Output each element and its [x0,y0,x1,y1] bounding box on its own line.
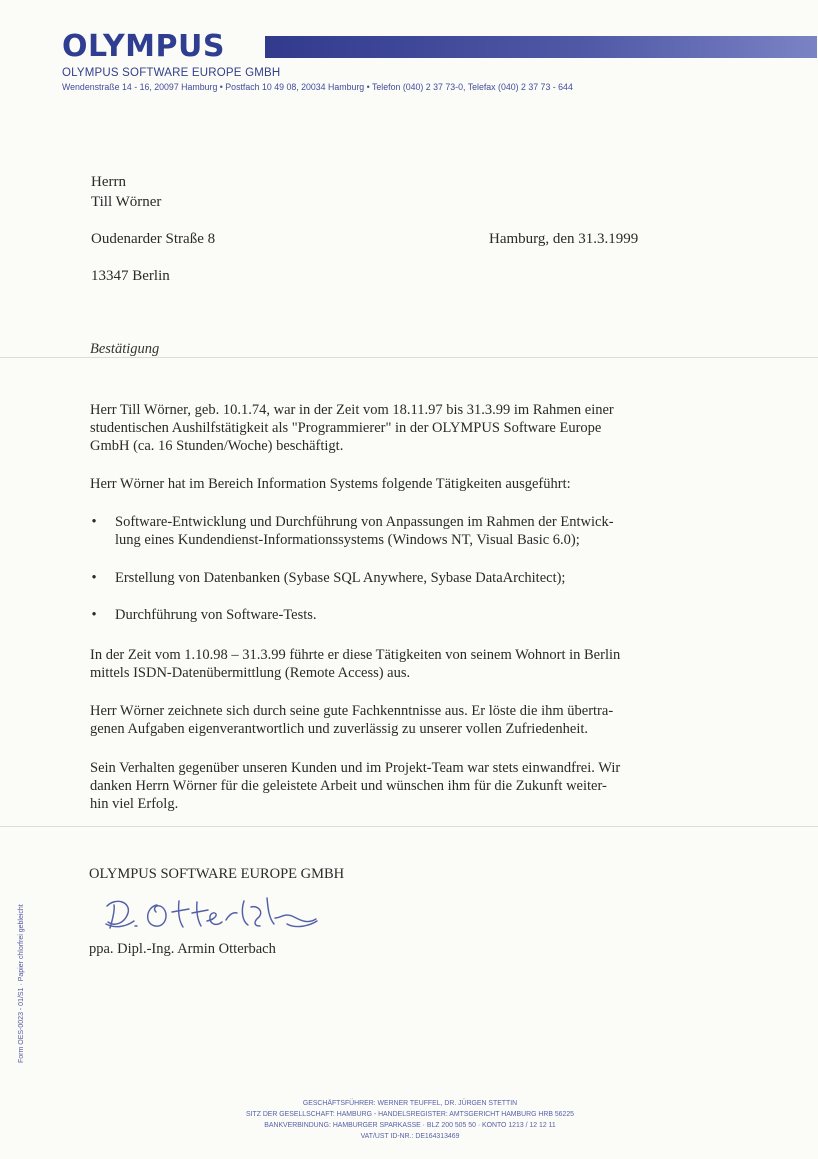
recipient-name: Till Wörner [91,194,162,210]
olympus-logo: OLYMPUS [62,29,225,64]
list-item-line: Software-Entwicklung und Durchführung von Anpassungen im Rahmen der Entwick- [115,514,614,530]
brand-color-bar [265,36,817,58]
letterhead-company-name: OLYMPUS SOFTWARE EUROPE GMBH [62,67,281,79]
recipient-address-block [91,172,215,286]
letter-date: Hamburg, den 31.3.1999 [489,231,639,247]
bullet-marker: • [91,607,97,623]
paragraph-remote-work [90,646,730,682]
footer-line: GESCHÄFTSFÜHRER: WERNER TEUFFEL, DR. JÜRGEN STETTIN [302,1100,518,1107]
bullet-marker: • [91,570,97,586]
letterhead-brand-row [62,30,817,65]
paragraph-employment [90,401,730,455]
company-footer [150,1098,670,1142]
form-side-note: Form OES-0023 - 01/S1 · Papier chlorfrei gebleicht [18,904,25,1063]
handwritten-signature [101,885,331,940]
list-item [89,606,739,624]
paragraph-line: genen Aufgaben eigenverantwortlich und zuverlässig zu unserer vollen Zufriedenheit. [90,721,589,737]
letterhead-address: Wendenstraße 14 - 16, 20097 Hamburg • Postfach 10 49 08, 20034 Hamburg • Telefon (040) 2 37 73-0, Telefax (040) 2 37 73 - 644 [62,82,573,92]
paragraph-line: Herr Wörner zeichnete sich durch seine gute Fachkenntnisse aus. Er löste die ihm übertra- [90,703,614,719]
paragraph-line: GmbH (ca. 16 Stunden/Woche) beschäftigt. [90,438,344,454]
duties-list [89,513,739,644]
paragraph-line: studentischen Aushilfstätigkeit als "Programmierer" in der OLYMPUS Software Europe [90,420,602,436]
paragraph-line: In der Zeit vom 1.10.98 – 31.3.99 führte er diese Tätigkeiten von seinem Wohnort in Berlin [90,647,621,663]
paragraph-line: danken Herrn Wörner für die geleistete Arbeit und wünschen ihm für die Zukunft weiter- [90,778,607,794]
list-item-line: Durchführung von Software-Tests. [115,607,317,623]
paragraph-line: Herr Wörner hat im Bereich Information Systems folgende Tätigkeiten ausgeführt: [90,476,571,492]
paper-fold-line [0,357,818,358]
list-item-line: lung eines Kundendienst-Informationssystems (Windows NT, Visual Basic 6.0); [115,532,580,548]
paragraph-line: Herr Till Wörner, geb. 10.1.74, war in der Zeit vom 18.11.97 bis 31.3.99 im Rahmen einer [90,402,614,418]
recipient-salutation: Herrn [91,174,126,190]
paragraph-line: mittels ISDN-Datenübermittlung (Remote Access) aus. [90,665,411,681]
paper-fold-line [0,826,818,827]
paragraph-performance [90,702,730,738]
recipient-street: Oudenarder Straße 8 [91,231,216,247]
footer-line: VAT/UST ID-NR.: DE164313469 [360,1133,460,1140]
footer-line: SITZ DER GESELLSCHAFT: HAMBURG - HANDELSREGISTER: AMTSGERICHT HAMBURG HRB 56225 [245,1111,574,1118]
paragraph-line: hin viel Erfolg. [90,796,179,812]
footer-line: BANKVERBINDUNG: HAMBURGER SPARKASSE · BLZ 200 505 50 · KONTO 1213 / 12 12 11 [264,1122,556,1129]
bullet-marker: • [91,514,97,530]
list-item-line: Erstellung von Datenbanken (Sybase SQL Anywhere, Sybase DataArchitect); [115,570,566,586]
paragraph-closing [90,759,730,813]
list-item [89,513,739,549]
signature-company: OLYMPUS SOFTWARE EUROPE GMBH [89,866,345,882]
recipient-city: 13347 Berlin [91,268,170,284]
paragraph-duties-intro [90,475,730,493]
list-item [89,569,739,587]
letter-subject: Bestätigung [90,341,160,357]
paragraph-line: Sein Verhalten gegenüber unseren Kunden und im Projekt-Team war stets einwandfrei. Wir [90,760,621,776]
signatory-name: ppa. Dipl.-Ing. Armin Otterbach [89,941,276,957]
